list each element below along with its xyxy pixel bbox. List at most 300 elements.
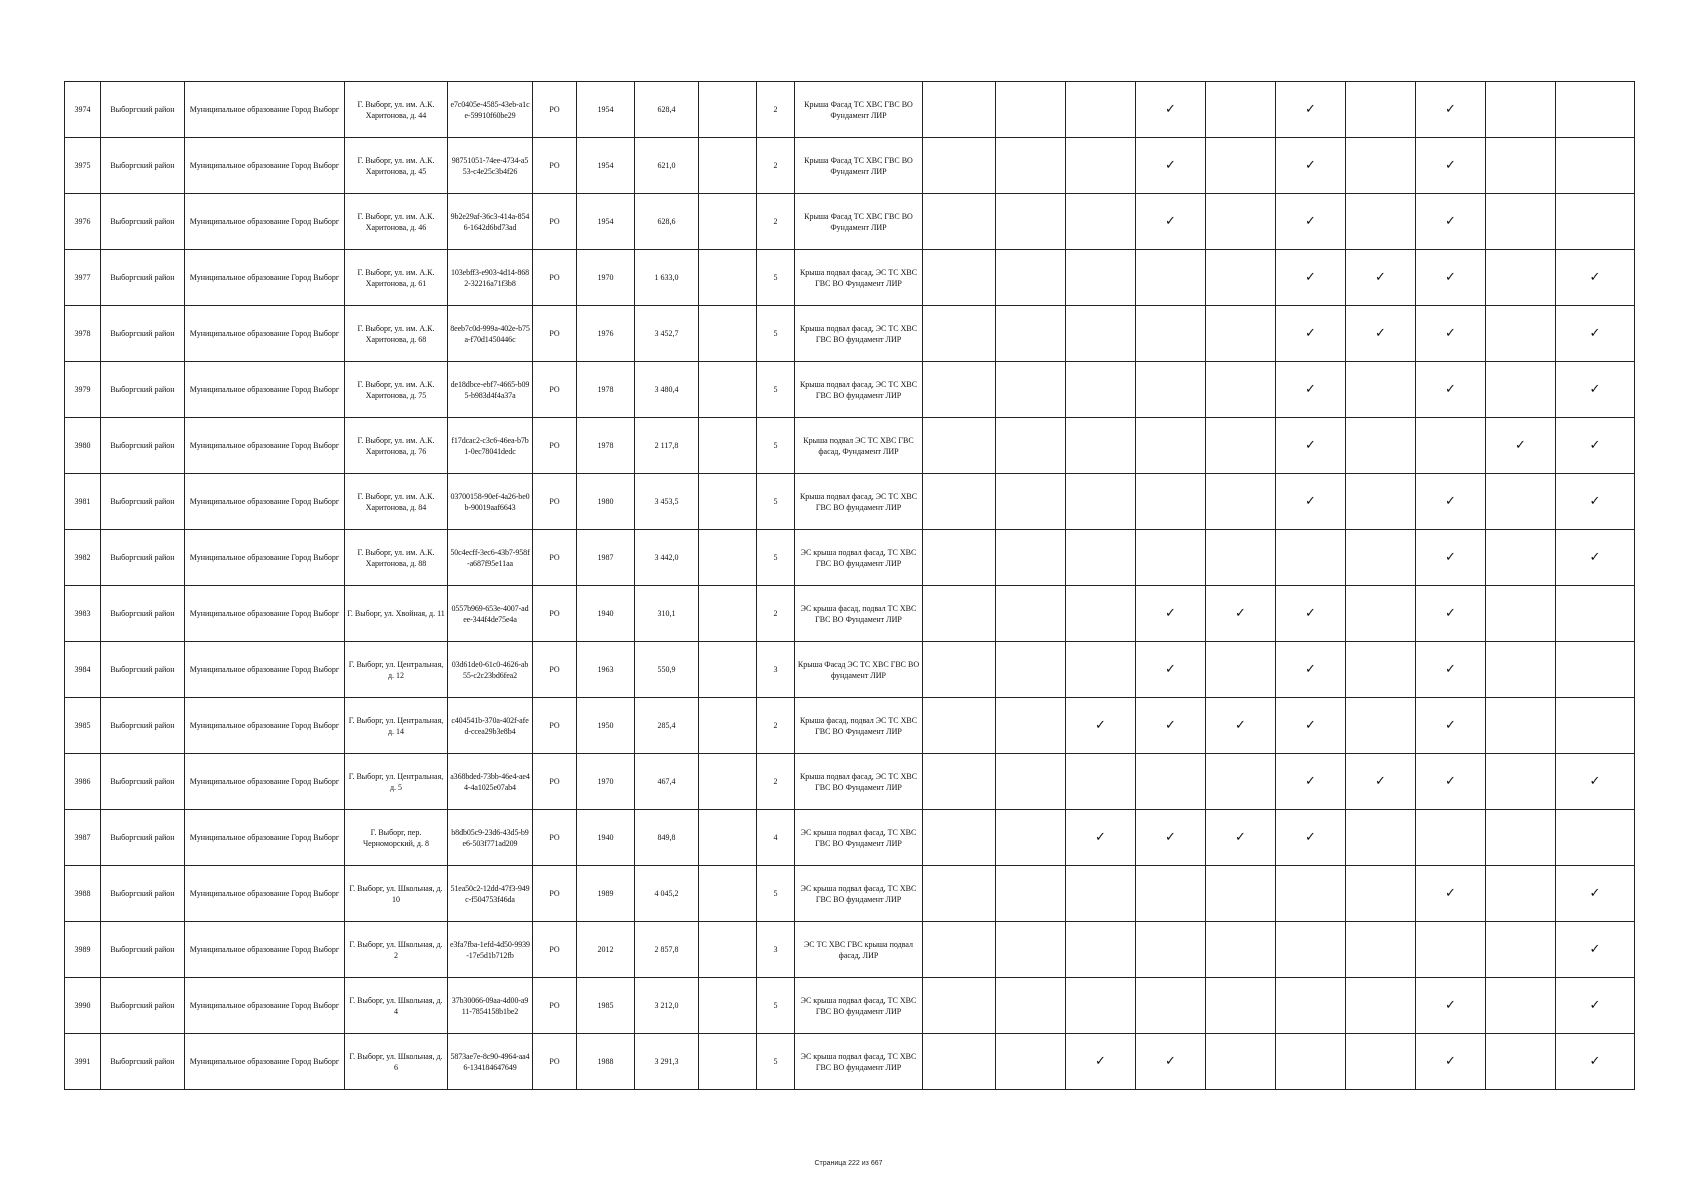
area-cell: 3 212,0 <box>635 978 699 1034</box>
municipality-cell: Муниципальное образование Город Выборг <box>185 362 345 418</box>
floors-cell: 5 <box>757 978 795 1034</box>
check-mark-cell: ✓ <box>1066 1034 1136 1090</box>
check-mark-cell <box>1346 82 1416 138</box>
guid-cell: c404541b-370a-402f-afed-ccea29b3e8b4 <box>448 698 533 754</box>
guid-cell: 03d61de0-61c0-4626-ab55-c2c23bd6fea2 <box>448 642 533 698</box>
check-mark-cell <box>1346 922 1416 978</box>
area-cell: 628,4 <box>635 82 699 138</box>
check-mark-cell: ✓ <box>1276 250 1346 306</box>
floors-cell: 2 <box>757 194 795 250</box>
check-mark-cell: ✓ <box>1556 474 1635 530</box>
district-cell: Выборгский район <box>101 698 185 754</box>
check-mark-cell: ✓ <box>1066 810 1136 866</box>
type-cell: РО <box>533 586 577 642</box>
area-cell: 2 117,8 <box>635 418 699 474</box>
table-row <box>65 250 1635 306</box>
check-mark-cell <box>996 530 1066 586</box>
row-number-cell: 3975 <box>65 138 101 194</box>
works-cell: Крыша подвал фасад, ЭС ТС ХВС ГВС ВО Фундамент ЛИР <box>795 250 923 306</box>
check-mark-cell <box>1556 810 1635 866</box>
district-cell: Выборгский район <box>101 250 185 306</box>
check-mark-cell <box>1206 306 1276 362</box>
table-row <box>65 866 1635 922</box>
empty-cell <box>699 138 757 194</box>
type-cell: РО <box>533 754 577 810</box>
check-mark-cell <box>1486 362 1556 418</box>
check-mark-cell <box>1206 642 1276 698</box>
check-mark-cell <box>1066 642 1136 698</box>
check-mark-cell <box>1066 306 1136 362</box>
empty-cell <box>699 418 757 474</box>
district-cell: Выборгский район <box>101 978 185 1034</box>
check-mark-cell <box>1136 418 1206 474</box>
check-mark-cell <box>1486 698 1556 754</box>
table-row <box>65 82 1635 138</box>
table-row <box>65 586 1635 642</box>
guid-cell: 0557b969-653e-4007-adee-344f4de75e4a <box>448 586 533 642</box>
works-cell: Крыша Фасад ЭС ТС ХВС ГВС ВО фундамент ЛИР <box>795 642 923 698</box>
check-mark-cell <box>996 642 1066 698</box>
check-mark-cell <box>996 810 1066 866</box>
address-cell: Г. Выборг, ул. Школьная, д. 2 <box>345 922 448 978</box>
check-mark-cell <box>923 306 996 362</box>
municipality-cell: Муниципальное образование Город Выборг <box>185 978 345 1034</box>
address-cell: Г. Выборг, ул. им. А.К. Харитонова, д. 84 <box>345 474 448 530</box>
check-mark-cell <box>1346 138 1416 194</box>
area-cell: 4 045,2 <box>635 866 699 922</box>
municipality-cell: Муниципальное образование Город Выборг <box>185 1034 345 1090</box>
check-mark-cell <box>1066 586 1136 642</box>
municipality-cell: Муниципальное образование Город Выборг <box>185 306 345 362</box>
floors-cell: 5 <box>757 250 795 306</box>
type-cell: РО <box>533 82 577 138</box>
row-number-cell: 3982 <box>65 530 101 586</box>
check-mark-cell <box>1486 866 1556 922</box>
works-cell: Крыша подвал ЭС ТС ХВС ГВС фасад, Фундамент ЛИР <box>795 418 923 474</box>
floors-cell: 5 <box>757 1034 795 1090</box>
empty-cell <box>699 362 757 418</box>
check-mark-cell <box>1066 866 1136 922</box>
check-mark-cell <box>1416 418 1486 474</box>
check-mark-cell: ✓ <box>1276 698 1346 754</box>
row-number-cell: 3988 <box>65 866 101 922</box>
check-mark-cell: ✓ <box>1206 810 1276 866</box>
check-mark-cell <box>1346 586 1416 642</box>
area-cell: 3 480,4 <box>635 362 699 418</box>
check-mark-cell: ✓ <box>1276 362 1346 418</box>
check-mark-cell <box>923 474 996 530</box>
check-mark-cell: ✓ <box>1416 754 1486 810</box>
table-row <box>65 922 1635 978</box>
check-mark-cell <box>1486 810 1556 866</box>
floors-cell: 4 <box>757 810 795 866</box>
municipality-cell: Муниципальное образование Город Выборг <box>185 138 345 194</box>
works-cell: Крыша Фасад ТС ХВС ГВС ВО Фундамент ЛИР <box>795 82 923 138</box>
check-mark-cell <box>1206 978 1276 1034</box>
check-mark-cell: ✓ <box>1066 698 1136 754</box>
table-row <box>65 1034 1635 1090</box>
row-number-cell: 3977 <box>65 250 101 306</box>
check-mark-cell <box>1276 1034 1346 1090</box>
type-cell: РО <box>533 530 577 586</box>
empty-cell <box>699 922 757 978</box>
check-mark-cell <box>1556 138 1635 194</box>
check-mark-cell: ✓ <box>1556 1034 1635 1090</box>
check-mark-cell: ✓ <box>1276 586 1346 642</box>
check-mark-cell: ✓ <box>1416 362 1486 418</box>
year-cell: 1988 <box>577 1034 635 1090</box>
check-mark-cell <box>1136 474 1206 530</box>
row-number-cell: 3983 <box>65 586 101 642</box>
works-cell: Крыша Фасад ТС ХВС ГВС ВО Фундамент ЛИР <box>795 194 923 250</box>
check-mark-cell: ✓ <box>1276 138 1346 194</box>
check-mark-cell: ✓ <box>1276 194 1346 250</box>
check-mark-cell <box>1486 306 1556 362</box>
row-number-cell: 3980 <box>65 418 101 474</box>
check-mark-cell <box>923 922 996 978</box>
table-row <box>65 978 1635 1034</box>
year-cell: 2012 <box>577 922 635 978</box>
row-number-cell: 3991 <box>65 1034 101 1090</box>
table-row <box>65 194 1635 250</box>
check-mark-cell <box>1346 978 1416 1034</box>
guid-cell: 03700158-90ef-4a26-be0b-90019aaf6643 <box>448 474 533 530</box>
check-mark-cell: ✓ <box>1416 194 1486 250</box>
check-mark-cell: ✓ <box>1416 530 1486 586</box>
type-cell: РО <box>533 866 577 922</box>
check-mark-cell <box>1136 866 1206 922</box>
row-number-cell: 3976 <box>65 194 101 250</box>
works-cell: ЭС крыша подвал фасад, ТС ХВС ГВС ВО фундамент ЛИР <box>795 866 923 922</box>
check-mark-cell <box>996 82 1066 138</box>
empty-cell <box>699 306 757 362</box>
guid-cell: f17dcac2-c3c6-46ea-b7b1-0ec78041dedc <box>448 418 533 474</box>
check-mark-cell: ✓ <box>1206 698 1276 754</box>
year-cell: 1989 <box>577 866 635 922</box>
guid-cell: 98751051-74ee-4734-a553-c4e25c3b4f26 <box>448 138 533 194</box>
check-mark-cell <box>1346 362 1416 418</box>
check-mark-cell <box>1346 530 1416 586</box>
check-mark-cell <box>923 1034 996 1090</box>
check-mark-cell: ✓ <box>1556 250 1635 306</box>
year-cell: 1980 <box>577 474 635 530</box>
check-mark-cell <box>923 698 996 754</box>
check-mark-cell <box>1486 138 1556 194</box>
works-cell: ЭС крыша подвал фасад, ТС ХВС ГВС ВО фундамент ЛИР <box>795 530 923 586</box>
floors-cell: 2 <box>757 138 795 194</box>
address-cell: Г. Выборг, ул. Хвойная, д. 11 <box>345 586 448 642</box>
floors-cell: 3 <box>757 642 795 698</box>
empty-cell <box>699 250 757 306</box>
floors-cell: 2 <box>757 698 795 754</box>
check-mark-cell <box>1416 810 1486 866</box>
municipality-cell: Муниципальное образование Город Выборг <box>185 250 345 306</box>
guid-cell: 8eeb7c0d-999a-402e-b75a-f70d1450446c <box>448 306 533 362</box>
check-mark-cell <box>1486 1034 1556 1090</box>
check-mark-cell <box>923 194 996 250</box>
check-mark-cell <box>1066 474 1136 530</box>
check-mark-cell <box>1486 754 1556 810</box>
district-cell: Выборгский район <box>101 362 185 418</box>
year-cell: 1950 <box>577 698 635 754</box>
check-mark-cell <box>1066 362 1136 418</box>
empty-cell <box>699 474 757 530</box>
area-cell: 310,1 <box>635 586 699 642</box>
works-cell: Крыша подвал фасад, ЭС ТС ХВС ГВС ВО фундамент ЛИР <box>795 474 923 530</box>
guid-cell: 5873ae7e-8c90-4964-aa46-134184647649 <box>448 1034 533 1090</box>
guid-cell: e3fa7fba-1efd-4d50-9939-17e5d1b712fb <box>448 922 533 978</box>
check-mark-cell: ✓ <box>1136 642 1206 698</box>
check-mark-cell <box>1206 866 1276 922</box>
district-cell: Выборгский район <box>101 194 185 250</box>
check-mark-cell <box>1276 530 1346 586</box>
check-mark-cell <box>1136 754 1206 810</box>
district-cell: Выборгский район <box>101 642 185 698</box>
page-number: Страница 222 из 667 <box>814 1160 883 1167</box>
check-mark-cell <box>1486 530 1556 586</box>
municipality-cell: Муниципальное образование Город Выборг <box>185 474 345 530</box>
row-number-cell: 3979 <box>65 362 101 418</box>
check-mark-cell <box>1556 642 1635 698</box>
address-cell: Г. Выборг, ул. им. А.К. Харитонова, д. 75 <box>345 362 448 418</box>
floors-cell: 3 <box>757 922 795 978</box>
district-cell: Выборгский район <box>101 810 185 866</box>
check-mark-cell <box>1136 530 1206 586</box>
floors-cell: 5 <box>757 474 795 530</box>
address-cell: Г. Выборг, ул. им. А.К. Харитонова, д. 68 <box>345 306 448 362</box>
works-cell: Крыша фасад, подвал ЭС ТС ХВС ГВС ВО Фундамент ЛИР <box>795 698 923 754</box>
district-cell: Выборгский район <box>101 530 185 586</box>
works-cell: Крыша подвал фасад, ЭС ТС ХВС ГВС ВО фундамент ЛИР <box>795 306 923 362</box>
check-mark-cell <box>1136 922 1206 978</box>
check-mark-cell <box>996 866 1066 922</box>
address-cell: Г. Выборг, ул. Центральная, д. 12 <box>345 642 448 698</box>
check-mark-cell: ✓ <box>1136 138 1206 194</box>
municipality-cell: Муниципальное образование Город Выборг <box>185 698 345 754</box>
check-mark-cell: ✓ <box>1136 586 1206 642</box>
row-number-cell: 3990 <box>65 978 101 1034</box>
check-mark-cell <box>1346 1034 1416 1090</box>
guid-cell: 37b30066-09aa-4d00-a911-7854158b1be2 <box>448 978 533 1034</box>
address-cell: Г. Выборг, ул. им. А.К. Харитонова, д. 46 <box>345 194 448 250</box>
check-mark-cell: ✓ <box>1556 754 1635 810</box>
year-cell: 1954 <box>577 194 635 250</box>
year-cell: 1963 <box>577 642 635 698</box>
check-mark-cell: ✓ <box>1136 698 1206 754</box>
row-number-cell: 3985 <box>65 698 101 754</box>
row-number-cell: 3989 <box>65 922 101 978</box>
year-cell: 1970 <box>577 250 635 306</box>
works-cell: ЭС крыша подвал фасад, ТС ХВС ГВС ВО фундамент ЛИР <box>795 1034 923 1090</box>
empty-cell <box>699 82 757 138</box>
year-cell: 1978 <box>577 362 635 418</box>
type-cell: РО <box>533 362 577 418</box>
empty-cell <box>699 810 757 866</box>
check-mark-cell <box>1206 362 1276 418</box>
year-cell: 1978 <box>577 418 635 474</box>
check-mark-cell <box>996 922 1066 978</box>
check-mark-cell <box>1346 698 1416 754</box>
check-mark-cell <box>1206 1034 1276 1090</box>
check-mark-cell: ✓ <box>1276 306 1346 362</box>
area-cell: 2 857,8 <box>635 922 699 978</box>
guid-cell: b8db05c9-23d6-43d5-b9e6-503f771ad209 <box>448 810 533 866</box>
check-mark-cell <box>1556 194 1635 250</box>
address-cell: Г. Выборг, ул. Школьная, д. 6 <box>345 1034 448 1090</box>
address-cell: Г. Выборг, ул. Школьная, д. 4 <box>345 978 448 1034</box>
table-row <box>65 474 1635 530</box>
check-mark-cell <box>1066 138 1136 194</box>
check-mark-cell <box>1206 530 1276 586</box>
check-mark-cell <box>1346 642 1416 698</box>
area-cell: 3 291,3 <box>635 1034 699 1090</box>
check-mark-cell <box>1486 474 1556 530</box>
check-mark-cell: ✓ <box>1136 1034 1206 1090</box>
check-mark-cell <box>1136 362 1206 418</box>
empty-cell <box>699 586 757 642</box>
check-mark-cell: ✓ <box>1416 866 1486 922</box>
municipality-cell: Муниципальное образование Город Выборг <box>185 866 345 922</box>
check-mark-cell: ✓ <box>1416 1034 1486 1090</box>
year-cell: 1970 <box>577 754 635 810</box>
check-mark-cell: ✓ <box>1346 754 1416 810</box>
floors-cell: 5 <box>757 362 795 418</box>
address-cell: Г. Выборг, ул. им. А.К. Харитонова, д. 88 <box>345 530 448 586</box>
check-mark-cell: ✓ <box>1136 194 1206 250</box>
check-mark-cell: ✓ <box>1136 810 1206 866</box>
check-mark-cell <box>1066 754 1136 810</box>
works-cell: Крыша подвал фасад, ЭС ТС ХВС ГВС ВО Фундамент ЛИР <box>795 754 923 810</box>
check-mark-cell: ✓ <box>1416 978 1486 1034</box>
type-cell: РО <box>533 642 577 698</box>
check-mark-cell <box>1066 418 1136 474</box>
check-mark-cell <box>1206 82 1276 138</box>
works-cell: Крыша Фасад ТС ХВС ГВС ВО Фундамент ЛИР <box>795 138 923 194</box>
district-cell: Выборгский район <box>101 754 185 810</box>
empty-cell <box>699 194 757 250</box>
year-cell: 1940 <box>577 810 635 866</box>
year-cell: 1954 <box>577 138 635 194</box>
municipality-cell: Муниципальное образование Город Выборг <box>185 810 345 866</box>
check-mark-cell <box>923 82 996 138</box>
check-mark-cell: ✓ <box>1556 306 1635 362</box>
district-cell: Выборгский район <box>101 866 185 922</box>
area-cell: 285,4 <box>635 698 699 754</box>
type-cell: РО <box>533 1034 577 1090</box>
district-cell: Выборгский район <box>101 418 185 474</box>
check-mark-cell <box>923 754 996 810</box>
type-cell: РО <box>533 250 577 306</box>
area-cell: 550,9 <box>635 642 699 698</box>
check-mark-cell: ✓ <box>1416 698 1486 754</box>
floors-cell: 5 <box>757 530 795 586</box>
table-row <box>65 138 1635 194</box>
check-mark-cell <box>996 306 1066 362</box>
check-mark-cell <box>996 698 1066 754</box>
check-mark-cell <box>923 866 996 922</box>
check-mark-cell <box>1206 474 1276 530</box>
check-mark-cell <box>1136 250 1206 306</box>
check-mark-cell: ✓ <box>1346 306 1416 362</box>
type-cell: РО <box>533 810 577 866</box>
guid-cell: 50c4ecff-3ec6-43b7-958f-a687f95e11aa <box>448 530 533 586</box>
type-cell: РО <box>533 194 577 250</box>
check-mark-cell <box>996 362 1066 418</box>
housing-registry-table <box>64 81 1635 1090</box>
municipality-cell: Муниципальное образование Город Выборг <box>185 194 345 250</box>
check-mark-cell <box>996 978 1066 1034</box>
guid-cell: 51ea50c2-12dd-47f3-949c-f504753f46da <box>448 866 533 922</box>
check-mark-cell <box>1556 82 1635 138</box>
floors-cell: 5 <box>757 418 795 474</box>
year-cell: 1987 <box>577 530 635 586</box>
row-number-cell: 3984 <box>65 642 101 698</box>
floors-cell: 2 <box>757 586 795 642</box>
check-mark-cell <box>1346 418 1416 474</box>
district-cell: Выборгский район <box>101 586 185 642</box>
district-cell: Выборгский район <box>101 306 185 362</box>
check-mark-cell <box>1346 194 1416 250</box>
address-cell: Г. Выборг, ул. Школьная, д. 10 <box>345 866 448 922</box>
check-mark-cell <box>1346 810 1416 866</box>
works-cell: Крыша подвал фасад, ЭС ТС ХВС ГВС ВО фундамент ЛИР <box>795 362 923 418</box>
check-mark-cell <box>1416 922 1486 978</box>
empty-cell <box>699 642 757 698</box>
floors-cell: 5 <box>757 866 795 922</box>
type-cell: РО <box>533 978 577 1034</box>
check-mark-cell <box>1066 194 1136 250</box>
check-mark-cell: ✓ <box>1556 418 1635 474</box>
check-mark-cell: ✓ <box>1276 810 1346 866</box>
check-mark-cell <box>996 250 1066 306</box>
district-cell: Выборгский район <box>101 138 185 194</box>
check-mark-cell <box>1346 866 1416 922</box>
area-cell: 621,0 <box>635 138 699 194</box>
row-number-cell: 3981 <box>65 474 101 530</box>
address-cell: Г. Выборг, ул. им. А.К. Харитонова, д. 61 <box>345 250 448 306</box>
check-mark-cell <box>923 978 996 1034</box>
check-mark-cell <box>923 138 996 194</box>
check-mark-cell <box>1066 530 1136 586</box>
year-cell: 1940 <box>577 586 635 642</box>
guid-cell: de18dbce-ebf7-4665-b095-b983d4f4a37a <box>448 362 533 418</box>
table-row <box>65 362 1635 418</box>
check-mark-cell: ✓ <box>1276 418 1346 474</box>
table-row <box>65 530 1635 586</box>
address-cell: Г. Выборг, ул. им. А.К. Харитонова, д. 45 <box>345 138 448 194</box>
year-cell: 1985 <box>577 978 635 1034</box>
empty-cell <box>699 1034 757 1090</box>
check-mark-cell <box>996 1034 1066 1090</box>
table-row <box>65 810 1635 866</box>
works-cell: ЭС крыша подвал фасад, ТС ХВС ГВС ВО фундамент ЛИР <box>795 978 923 1034</box>
check-mark-cell <box>923 530 996 586</box>
check-mark-cell <box>1486 82 1556 138</box>
check-mark-cell <box>1206 194 1276 250</box>
check-mark-cell <box>996 474 1066 530</box>
municipality-cell: Муниципальное образование Город Выборг <box>185 418 345 474</box>
check-mark-cell: ✓ <box>1556 362 1635 418</box>
table-row <box>65 698 1635 754</box>
address-cell: Г. Выборг, ул. им. А.К. Харитонова, д. 76 <box>345 418 448 474</box>
check-mark-cell <box>1066 82 1136 138</box>
type-cell: РО <box>533 418 577 474</box>
check-mark-cell <box>1486 586 1556 642</box>
floors-cell: 2 <box>757 82 795 138</box>
municipality-cell: Муниципальное образование Город Выборг <box>185 586 345 642</box>
check-mark-cell <box>1136 306 1206 362</box>
empty-cell <box>699 978 757 1034</box>
